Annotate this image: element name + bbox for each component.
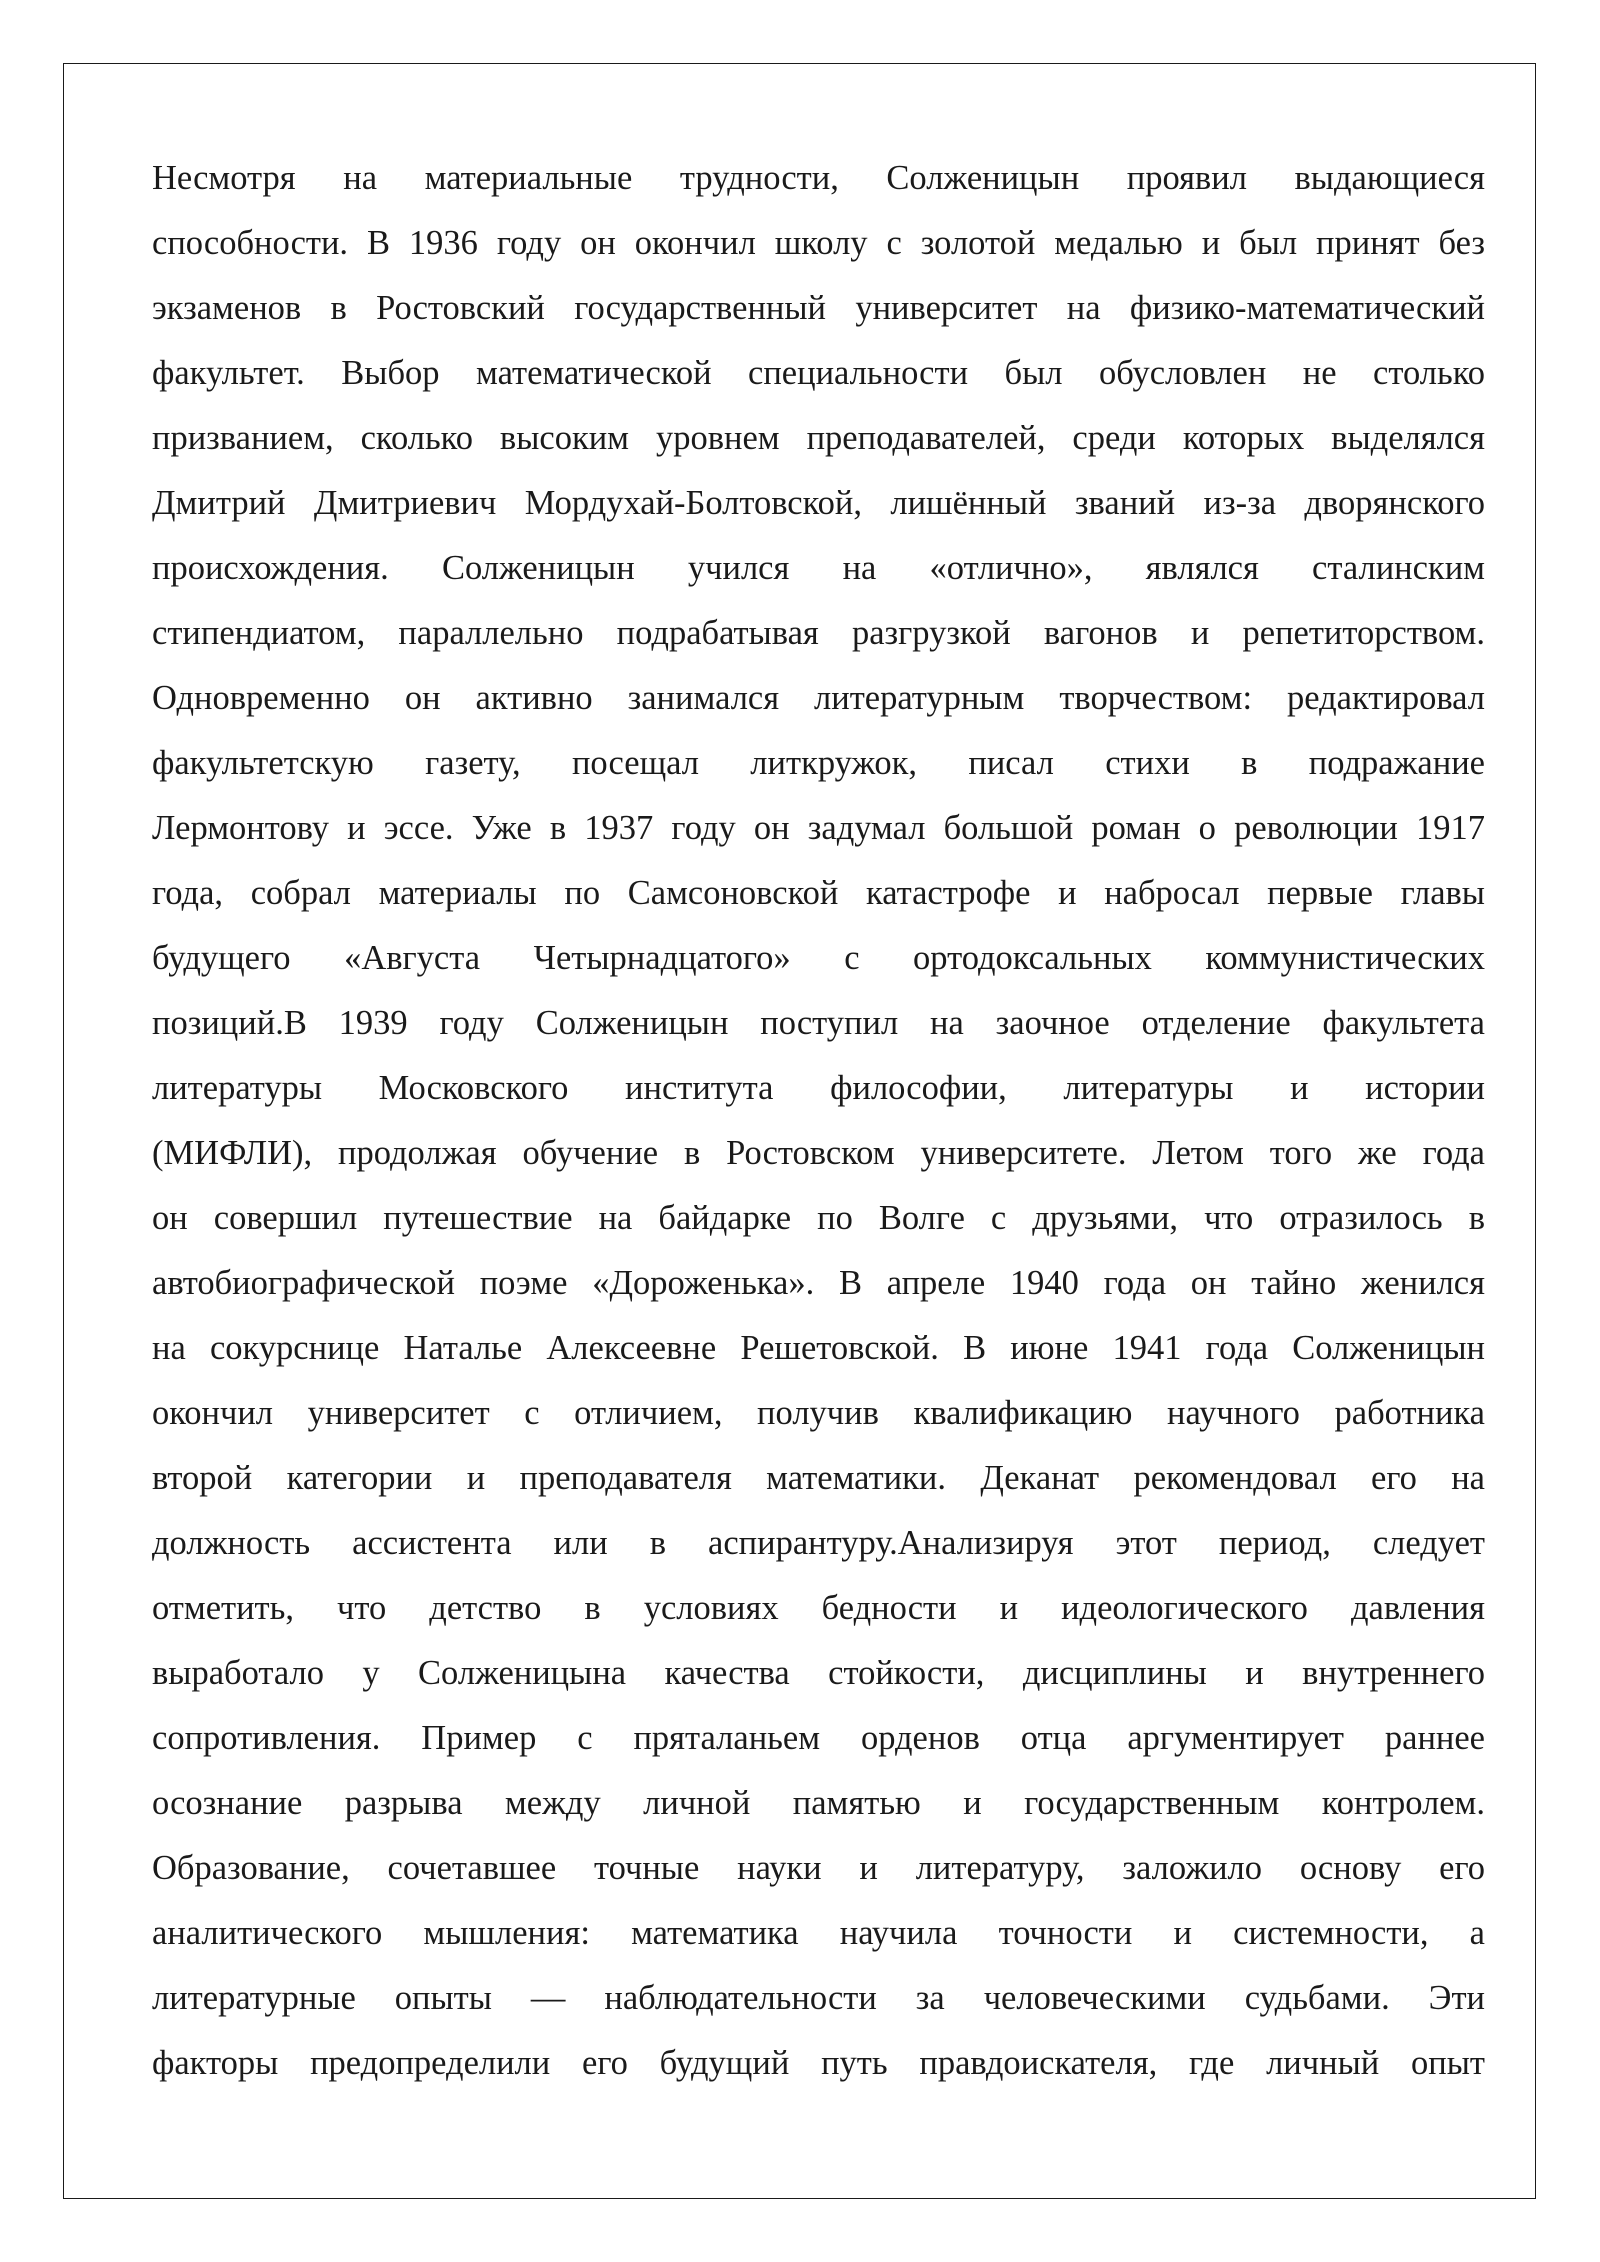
text-line: года, собрал материалы по Самсоновской катастрофе и набросал первые главы bbox=[152, 874, 1485, 912]
text-line: призванием, сколько высоким уровнем преподавателей, среди которых выделялся bbox=[152, 419, 1485, 457]
text-line: Одновременно он активно занимался литературным творчеством: редактировал bbox=[152, 679, 1485, 717]
text-line: аналитического мышления: математика научила точности и системности, а bbox=[152, 1914, 1485, 1952]
text-line: Несмотря на материальные трудности, Солженицын проявил выдающиеся bbox=[152, 159, 1485, 197]
text-line: будущего «Августа Четырнадцатого» с ортодоксальных коммунистических bbox=[152, 939, 1485, 977]
text-line: на сокурснице Наталье Алексеевне Решетовской. В июне 1941 года Солженицын bbox=[152, 1329, 1485, 1367]
document-body bbox=[152, 146, 1485, 2096]
text-line: Образование, сочетавшее точные науки и литературу, заложило основу его bbox=[152, 1849, 1485, 1887]
text-line: литературные опыты — наблюдательности за человеческими судьбами. Эти bbox=[152, 1979, 1485, 2017]
text-line: экзаменов в Ростовский государственный университет на физико-математический bbox=[152, 289, 1485, 327]
text-line: происхождения. Солженицын учился на «отлично», являлся сталинским bbox=[152, 549, 1485, 587]
text-line: способности. В 1936 году он окончил школу с золотой медалью и был принят без bbox=[152, 224, 1485, 262]
text-line: позиций.В 1939 году Солженицын поступил на заочное отделение факультета bbox=[152, 1004, 1485, 1042]
text-line: должность ассистента или в аспирантуру.Анализируя этот период, следует bbox=[152, 1524, 1485, 1562]
text-line: стипендиатом, параллельно подрабатывая разгрузкой вагонов и репетиторством. bbox=[152, 614, 1485, 652]
text-line: Лермонтову и эссе. Уже в 1937 году он задумал большой роман о революции 1917 bbox=[152, 809, 1485, 847]
text-line: факторы предопределили его будущий путь правдоискателя, где личный опыт bbox=[152, 2044, 1485, 2082]
text-line: факультет. Выбор математической специальности был обусловлен не столько bbox=[152, 354, 1485, 392]
text-line: автобиографической поэме «Дороженька». В апреле 1940 года он тайно женился bbox=[152, 1264, 1485, 1302]
text-line: литературы Московского института философии, литературы и истории bbox=[152, 1069, 1485, 1107]
text-line: сопротивления. Пример с пряталаньем орденов отца аргументирует раннее bbox=[152, 1719, 1485, 1757]
text-line: он совершил путешествие на байдарке по Волге с друзьями, что отразилось в bbox=[152, 1199, 1485, 1237]
text-line: Дмитрий Дмитриевич Мордухай-Болтовской, лишённый званий из-за дворянского bbox=[152, 484, 1485, 522]
text-line: (МИФЛИ), продолжая обучение в Ростовском университете. Летом того же года bbox=[152, 1134, 1485, 1172]
text-line: отметить, что детство в условиях бедности и идеологического давления bbox=[152, 1589, 1485, 1627]
text-line: осознание разрыва между личной памятью и государственным контролем. bbox=[152, 1784, 1485, 1822]
text-line: второй категории и преподавателя математики. Деканат рекомендовал его на bbox=[152, 1459, 1485, 1497]
text-line: факультетскую газету, посещал литкружок, писал стихи в подражание bbox=[152, 744, 1485, 782]
text-line: выработало у Солженицына качества стойкости, дисциплины и внутреннего bbox=[152, 1654, 1485, 1692]
text-line: окончил университет с отличием, получив квалификацию научного работника bbox=[152, 1394, 1485, 1432]
